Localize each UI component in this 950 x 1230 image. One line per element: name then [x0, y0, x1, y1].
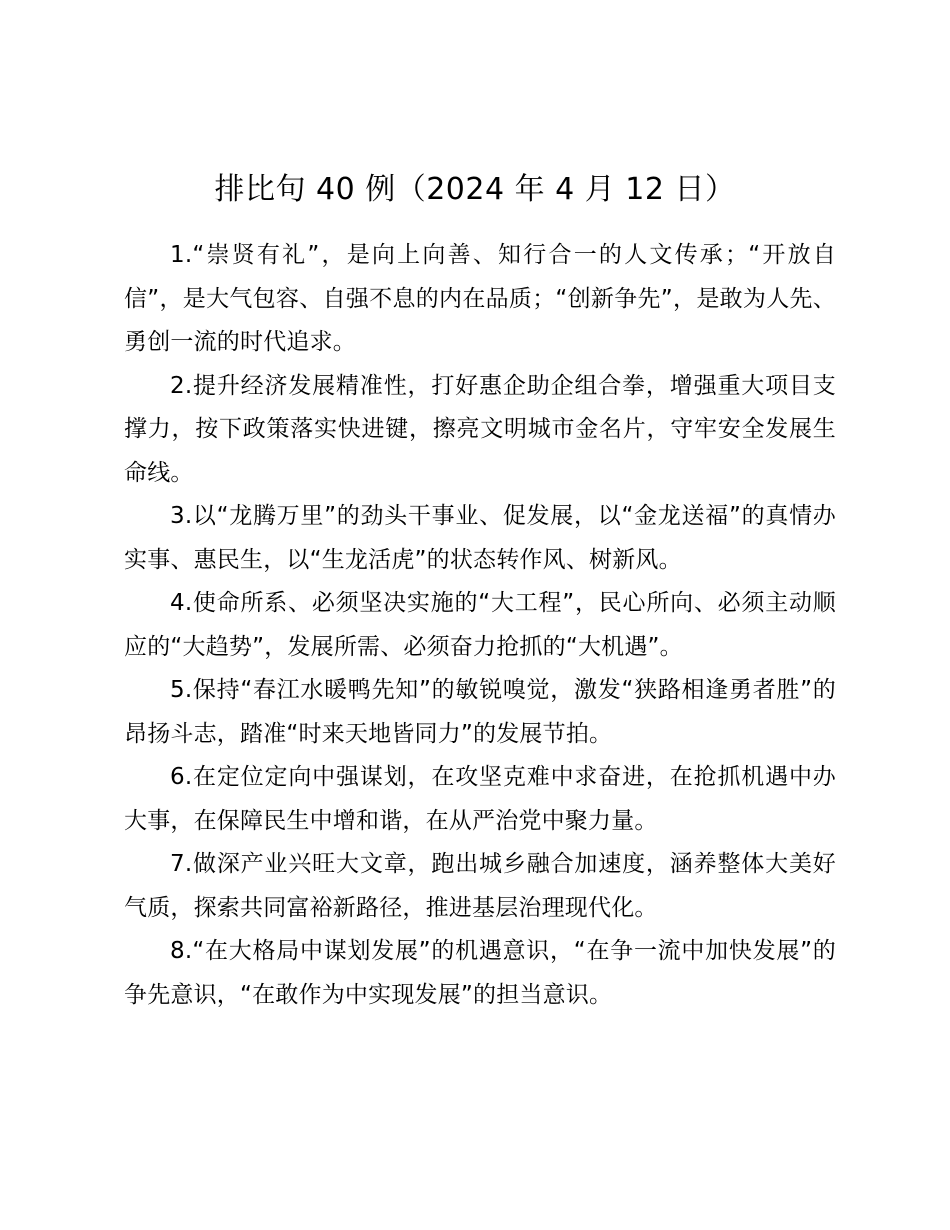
paragraph-2: 2.提升经济发展精准性，打好惠企助企组合拳，增强重大项目支撑力，按下政策落实快进键，擦亮文明城市金名片，守牢安全发展生命线。	[124, 372, 836, 486]
paragraph-1: 1.“崇贤有礼”，是向上向善、知行合一的人文传承；“开放自信”，是大气包容、自强不息的内在品质；“创新争先”，是敢为人先、勇创一流的时代追求。	[124, 242, 836, 355]
document-body	[124, 234, 836, 1017]
paragraph-7: 7.做深产业兴旺大文章，跑出城乡融合加速度，涵养整体大美好气质，探索共同富裕新路径，推进基层治理现代化。	[124, 851, 836, 921]
paragraph-6: 6.在定位定向中强谋划，在攻坚克难中求奋进，在抢抓机遇中办大事，在保障民生中增和谐，在从严治党中聚力量。	[124, 764, 836, 834]
paragraph-8: 8.“在大格局中谋划发展”的机遇意识，“在争一流中加快发展”的争先意识，“在敢作为中实现发展”的担当意识。	[124, 938, 836, 1008]
paragraph-3: 3.以“龙腾万里”的劲头干事业、促发展，以“金龙送福”的真情办实事、惠民生，以“生龙活虎”的状态转作风、树新风。	[124, 503, 836, 573]
paragraph-4: 4.使命所系、必须坚决实施的“大工程”，民心所向、必须主动顺应的“大趋势”，发展所需、必须奋力抢抓的“大机遇”。	[124, 590, 836, 660]
document-title: 排比句 40 例（2024 年 4 月 12 日）	[214, 172, 736, 207]
paragraph-5: 5.保持“春江水暖鸭先知”的敏锐嗅觉，激发“狭路相逢勇者胜”的昂扬斗志，踏准“时来天地皆同力”的发展节拍。	[124, 677, 836, 747]
